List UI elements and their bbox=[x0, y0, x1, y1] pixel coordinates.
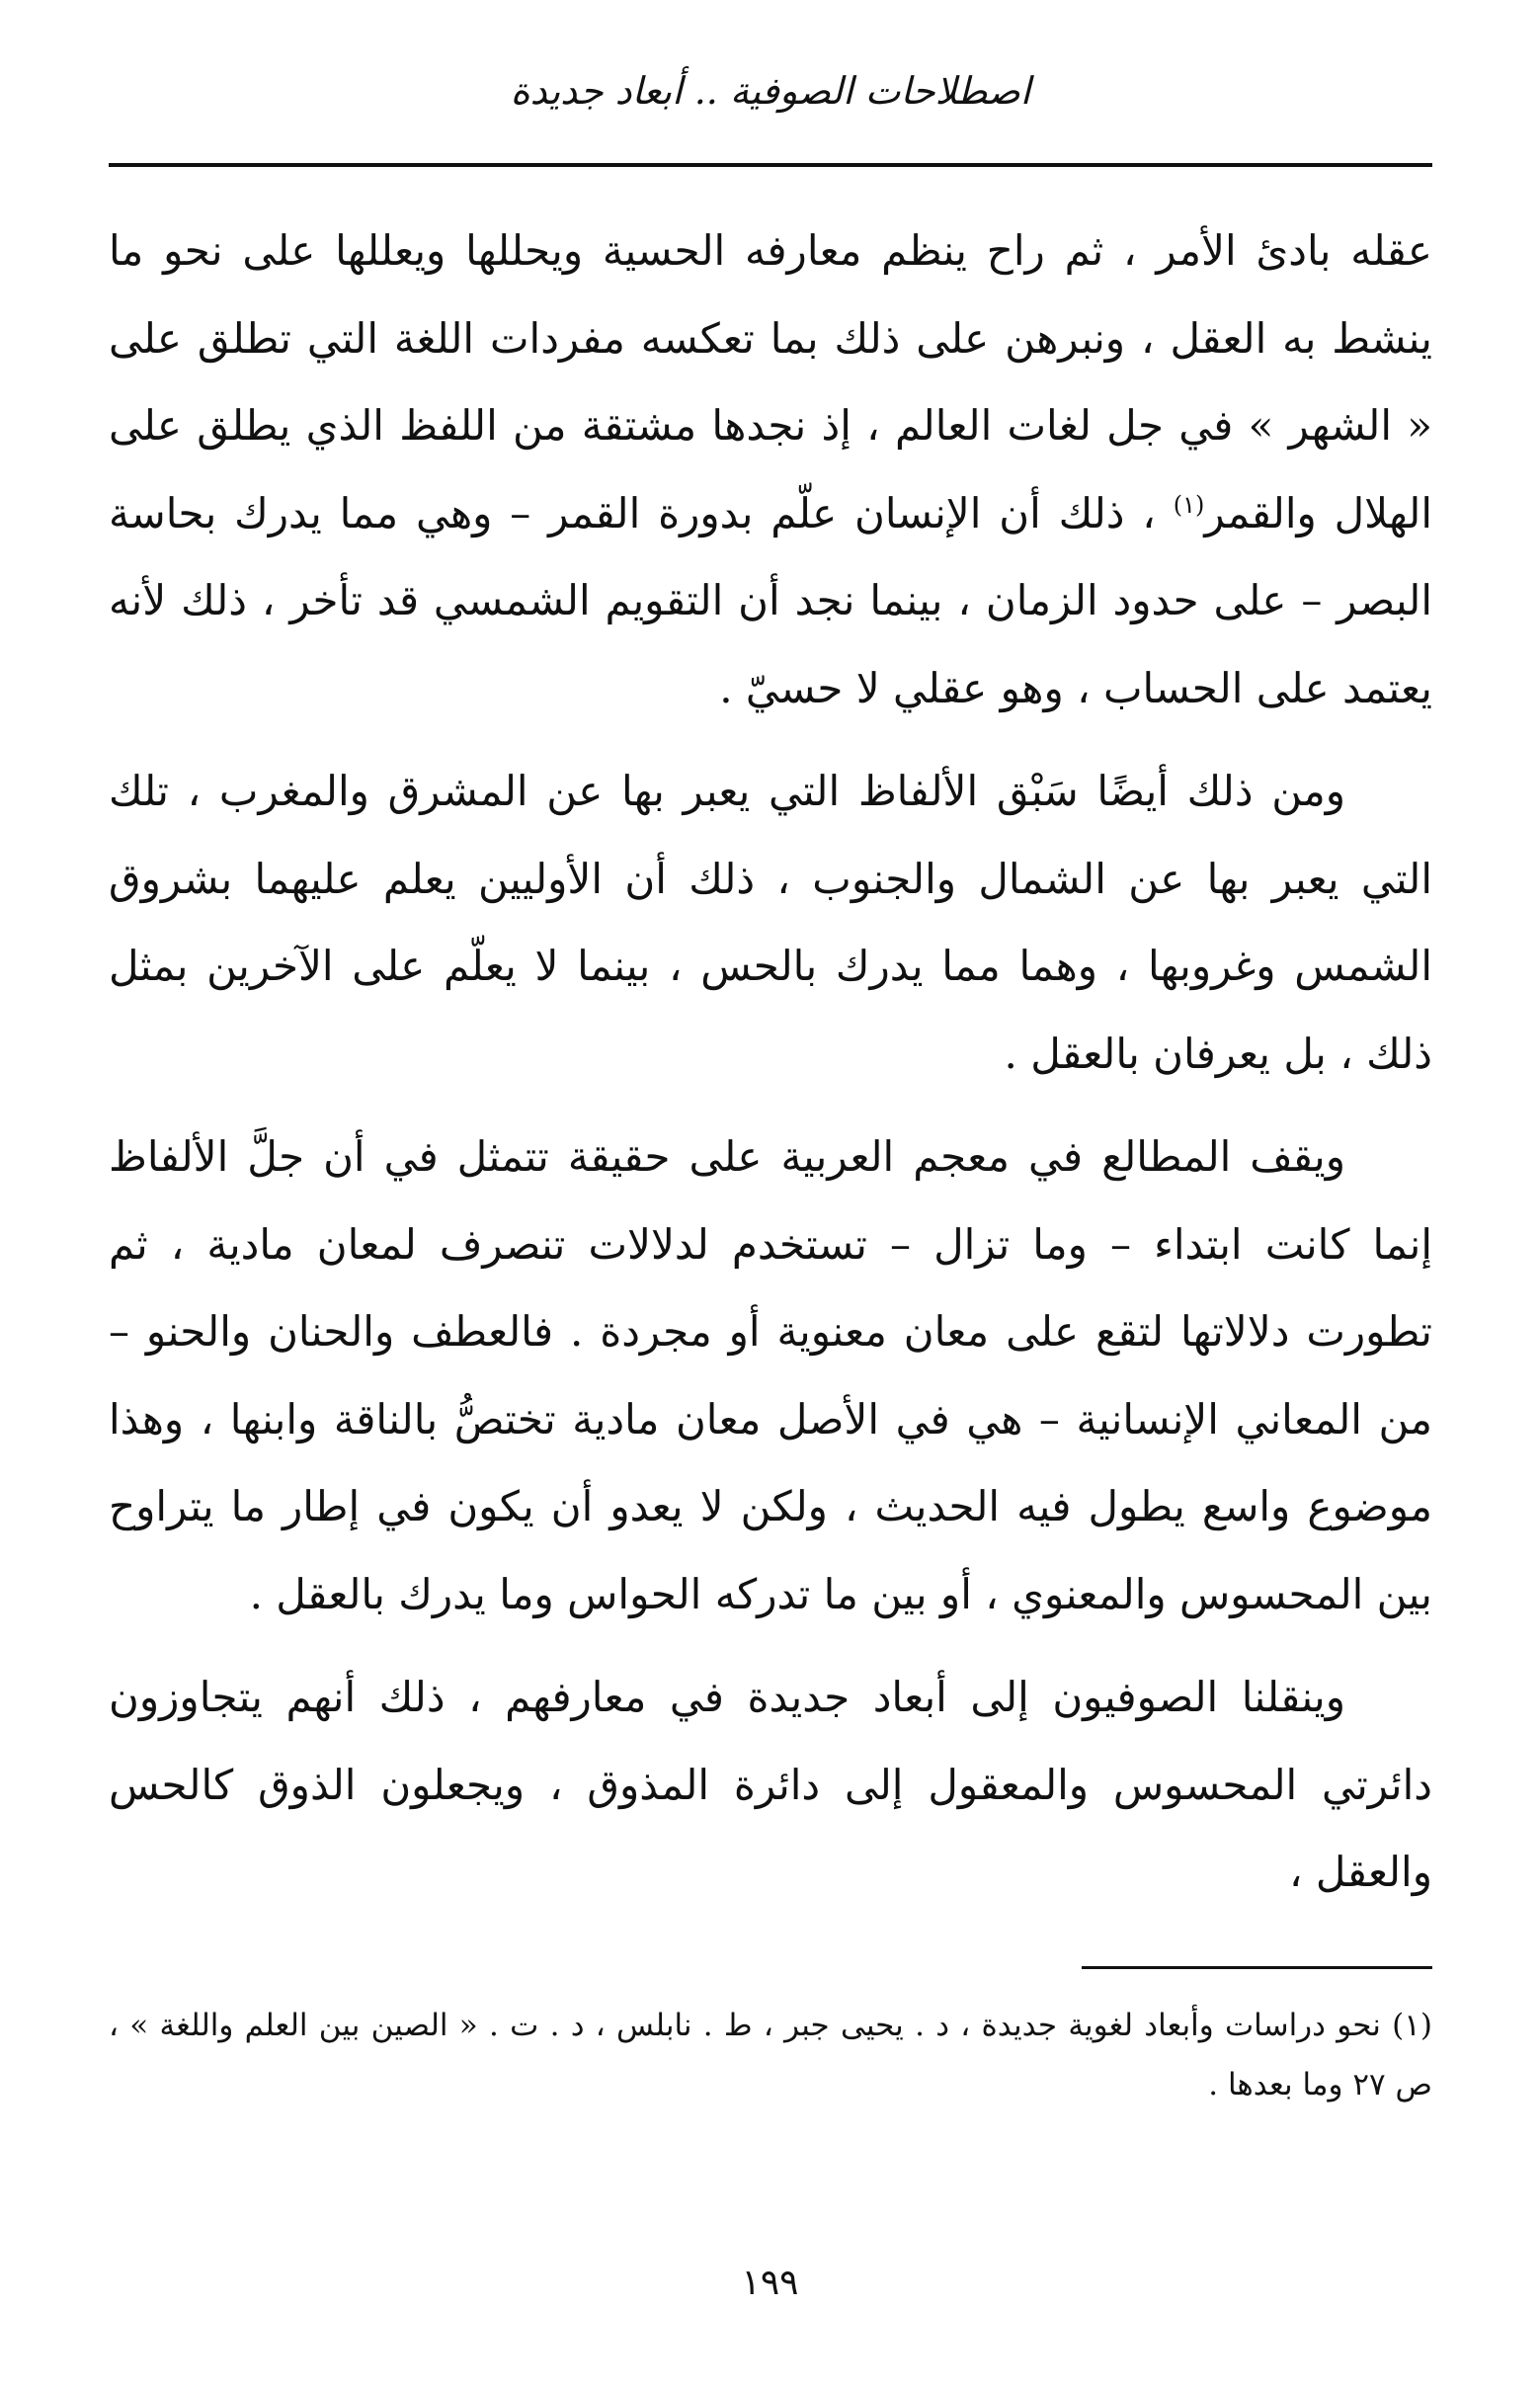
paragraph-4: وينقلنا الصوفيون إلى أبعاد جديدة في معارفهم ، ذلك أنهم يتجاوزون دائرتي المحسوس والمعقول إلى دائرة المذوق ، ويجعلون الذوق كالحس والعقل ، bbox=[109, 1673, 1432, 1896]
body-text bbox=[109, 207, 1432, 1917]
footnote-1: (١) نحو دراسات وأبعاد لغوية جديدة ، د . يحيى جبر ، ط . نابلس ، د . ت . « الصين بين العلم واللغة » ، ص ٢٧ وما بعدها . bbox=[109, 2008, 1432, 2102]
running-header: اصطلاحات الصوفية .. أبعاد جديدة bbox=[510, 69, 1031, 113]
paragraph-2: ومن ذلك أيضًا سَبْق الألفاظ التي يعبر بها عن المشرق والمغرب ، تلك التي يعبر بها عن الشمال والجنوب ، ذلك أن الأوليين يعلم عليهما بشروق الشمس وغروبها ، وهما مما يدرك بالحس ، بينما لا يعلّم على الآخرين بمثل ذلك ، بل يعرفان بالعقل . bbox=[109, 767, 1432, 1078]
footnote-reference-1: (١) bbox=[1173, 490, 1205, 519]
paragraph-1-text-b: ، ذلك أن الإنسان علّم بدورة القمر – وهي مما يدرك بحاسة البصر – على حدود الزمان ، بينما نجد أن التقويم الشمسي قد تأخر ، ذلك لأنه يعتمد على الحساب ، وهو عقلي لا حسيّ . bbox=[109, 488, 1432, 712]
paragraph-3: ويقف المطالع في معجم العربية على حقيقة تتمثل في أن جلَّ الألفاظ إنما كانت ابتداء – وما تزال – تستخدم لدلالات تنصرف لمعان مادية ، ثم تطورت دلالاتها لتقع على معان معنوية أو مجردة . فالعطف والحنان والحنو – من المعاني الإنسانية – هي في الأصل معان مادية تختصُّ بالناقة وابنها ، وهذا موضوع واسع يطول فيه الحديث ، ولكن لا يعدو أن يكون في إطار ما يتراوح بين المحسوس والمعنوي ، أو بين ما تدركه الحواس وما يدرك بالعقل . bbox=[109, 1132, 1432, 1618]
header-rule bbox=[109, 163, 1432, 167]
page-number: ١٩٩ bbox=[741, 2263, 799, 2303]
paragraph-1 bbox=[109, 207, 1432, 732]
paragraph-1-text-a: عقله بادئ الأمر ، ثم راح ينظم معارفه الحسية ويحللها ويعللها على نحو ما ينشط به العقل ، ونبرهن على ذلك بما تعكسه مفردات اللغة التي تطلق على « الشهر » في جل لغات العالم ، إذ نجدها مشتقة من اللفظ الذي يطلق على الهلال والقمر bbox=[109, 226, 1433, 537]
footnote-rule bbox=[1082, 1966, 1432, 1969]
